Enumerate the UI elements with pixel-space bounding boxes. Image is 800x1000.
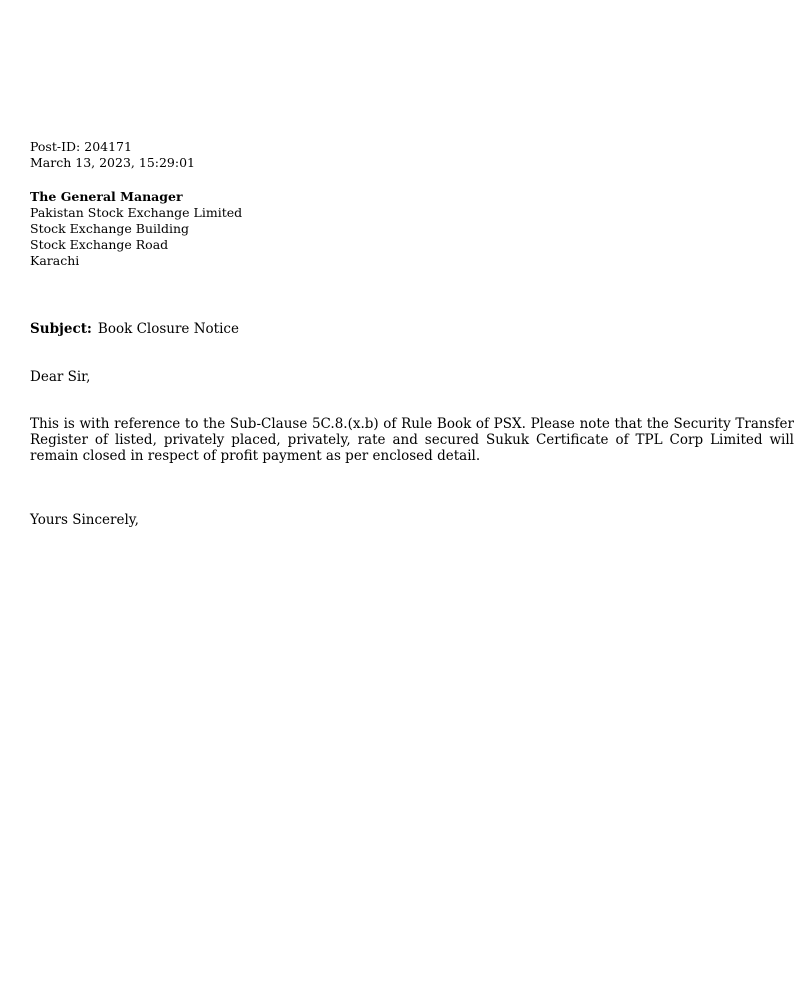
subject-label: Subject: [30,321,92,337]
post-id: Post-ID: 204171 [30,139,132,154]
recipient-address-line: Stock Exchange Road [30,237,169,252]
recipient-address-line: Stock Exchange Building [30,221,190,236]
recipient-address-line: Pakistan Stock Exchange Limited [30,205,243,220]
subject-text: Book Closure Notice [97,321,239,337]
recipient-address-line: Karachi [30,253,80,268]
closing: Yours Sincerely, [30,512,139,529]
letter-page [30,139,794,529]
letter-body: This is with reference to the Sub-Clause 5C.8.(x.b) of Rule Book of PSX. Please note that the Security Transfer Register of listed, privately placed, privately, rate and secured Sukuk Certificate of TPL Corp Limited will remain closed in respect of profit payment as per enclosed detail. [30,416,794,464]
salutation: Dear Sir, [30,369,91,385]
letter-datetime: March 13, 2023, 15:29:01 [30,155,196,170]
recipient-name: The General Manager [30,189,183,204]
recipient-block [30,189,794,269]
subject-line [30,321,794,338]
